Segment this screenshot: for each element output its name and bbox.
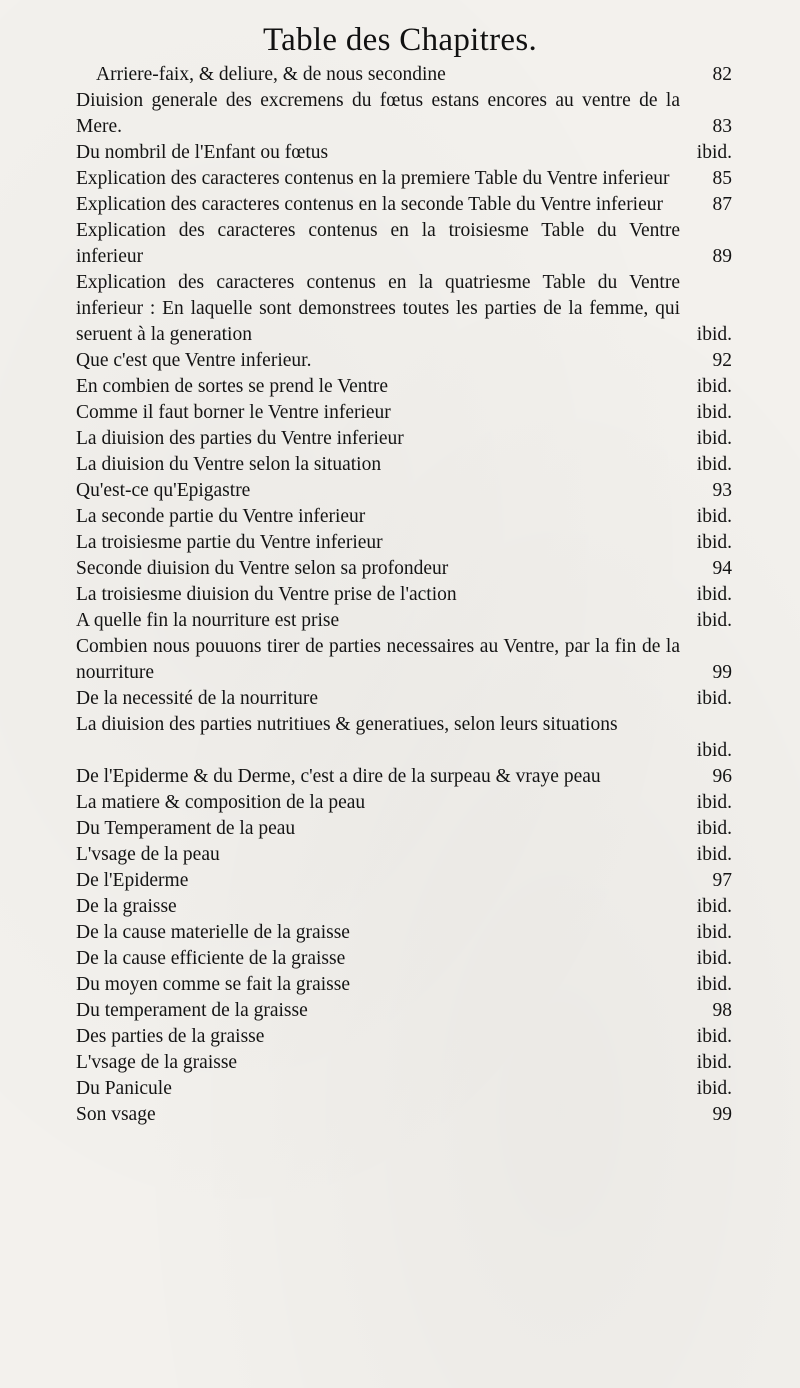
toc-entry-page: 99 bbox=[712, 1104, 732, 1125]
toc-entry-title: La diuision des parties nutritiues & generatiues, selon leurs situations bbox=[76, 714, 618, 735]
toc-entry bbox=[76, 946, 732, 972]
toc-entry bbox=[76, 62, 732, 88]
toc-entry bbox=[76, 348, 732, 374]
toc-entry bbox=[76, 140, 732, 166]
toc-entry-page: 89 bbox=[712, 246, 732, 267]
toc-entry bbox=[76, 530, 732, 556]
toc-entry bbox=[76, 816, 732, 842]
toc-entry bbox=[76, 166, 732, 192]
toc-entry bbox=[76, 608, 732, 634]
toc-entry-title: Arriere-faix, & deliure, & de nous secondine bbox=[96, 64, 446, 85]
page-header: Table des Chapitres. bbox=[262, 22, 538, 58]
toc-entry-page: ibid. bbox=[696, 142, 732, 163]
toc-entry bbox=[76, 452, 732, 478]
toc-entry-page: ibid. bbox=[696, 376, 732, 397]
toc-entry-title: De la cause materielle de la graisse bbox=[76, 922, 350, 943]
toc-entry bbox=[76, 998, 732, 1024]
toc-entry bbox=[76, 634, 732, 686]
toc-entry bbox=[76, 972, 732, 998]
toc-entry-title: Diuision generale des excremens du fœtus estans encores au ventre de la Mere. bbox=[76, 90, 680, 137]
toc-entry-title: Explication des caracteres contenus en la quatriesme Table du Ventre inferieur : En laquelle sont demonstrees toutes les parties de la femme, qui seruent à la generation bbox=[76, 272, 680, 345]
toc-entry-title: L'vsage de la peau bbox=[76, 844, 220, 865]
toc-entry bbox=[76, 374, 732, 400]
toc-entry-title: Que c'est que Ventre inferieur. bbox=[76, 350, 312, 371]
toc-entry-title: Du Panicule bbox=[76, 1078, 172, 1099]
toc-entry-title: La diuision du Ventre selon la situation bbox=[76, 454, 382, 475]
toc-entry-title: La seconde partie du Ventre inferieur bbox=[76, 506, 366, 527]
table-of-contents bbox=[76, 62, 732, 1128]
toc-entry bbox=[76, 478, 732, 504]
toc-entry-title: De l'Epiderme bbox=[76, 870, 189, 891]
toc-entry bbox=[76, 192, 732, 218]
toc-entry bbox=[76, 894, 732, 920]
toc-entry bbox=[76, 1050, 732, 1076]
toc-entry-page: 98 bbox=[712, 1000, 732, 1021]
toc-entry-page: 82 bbox=[712, 64, 732, 85]
toc-entry bbox=[76, 582, 732, 608]
toc-entry bbox=[76, 504, 732, 530]
toc-entry-page: ibid. bbox=[696, 610, 732, 631]
toc-entry bbox=[76, 842, 732, 868]
toc-entry-page: 97 bbox=[712, 870, 732, 891]
toc-entry-page: 83 bbox=[712, 116, 732, 137]
toc-entry-page: ibid. bbox=[696, 1026, 732, 1047]
toc-entry-page: 93 bbox=[712, 480, 732, 501]
toc-entry bbox=[76, 1102, 732, 1128]
toc-entry-title: Explication des caracteres contenus en la troisiesme Table du Ventre inferieur bbox=[76, 220, 680, 267]
toc-entry bbox=[76, 270, 732, 348]
toc-entry-page: 85 bbox=[712, 168, 732, 189]
toc-entry-title: De la necessité de la nourriture bbox=[76, 688, 319, 709]
toc-entry-title: Des parties de la graisse bbox=[76, 1026, 265, 1047]
toc-entry bbox=[76, 88, 732, 140]
toc-entry-page: 92 bbox=[712, 350, 732, 371]
toc-entry bbox=[76, 426, 732, 452]
toc-entry-page: 99 bbox=[712, 662, 732, 683]
toc-entry-page: ibid. bbox=[696, 974, 732, 995]
toc-entry-title: Son vsage bbox=[76, 1104, 156, 1125]
toc-entry-title: En combien de sortes se prend le Ventre bbox=[76, 376, 389, 397]
toc-entry-page: 94 bbox=[712, 558, 732, 579]
toc-entry-page: ibid. bbox=[696, 740, 732, 761]
toc-entry-page: ibid. bbox=[696, 792, 732, 813]
toc-entry-title: Du moyen comme se fait la graisse bbox=[76, 974, 350, 995]
toc-entry-title: Comme il faut borner le Ventre inferieur bbox=[76, 402, 391, 423]
toc-entry bbox=[76, 1076, 732, 1102]
toc-entry-title: De l'Epiderme & du Derme, c'est a dire de la surpeau & vraye peau bbox=[76, 766, 601, 787]
toc-entry-title: Combien nous pouuons tirer de parties necessaires au Ventre, par la fin de la nourriture bbox=[76, 636, 680, 683]
toc-entry-page: ibid. bbox=[696, 454, 732, 475]
toc-entry-title: La matiere & composition de la peau bbox=[76, 792, 366, 813]
toc-entry-page: ibid. bbox=[696, 844, 732, 865]
toc-entry bbox=[76, 764, 732, 790]
toc-entry bbox=[76, 1024, 732, 1050]
toc-entry-page: ibid. bbox=[696, 896, 732, 917]
toc-entry-title: Du nombril de l'Enfant ou fœtus bbox=[76, 142, 329, 163]
toc-entry-title: Explication des caracteres contenus en la seconde Table du Ventre inferieur bbox=[76, 194, 663, 215]
toc-entry-title: La troisiesme diuision du Ventre prise de l'action bbox=[76, 584, 457, 605]
toc-entry-title: Explication des caracteres contenus en la premiere Table du Ventre inferieur bbox=[76, 168, 670, 189]
toc-entry-page: ibid. bbox=[696, 324, 732, 345]
toc-entry-page: ibid. bbox=[696, 1078, 732, 1099]
toc-entry bbox=[76, 218, 732, 270]
toc-entry-page: ibid. bbox=[696, 402, 732, 423]
toc-entry-page: ibid. bbox=[696, 688, 732, 709]
toc-entry-title: De la cause efficiente de la graisse bbox=[76, 948, 346, 969]
toc-entry bbox=[76, 556, 732, 582]
toc-entry-page: ibid. bbox=[696, 922, 732, 943]
toc-entry-title: Du Temperament de la peau bbox=[76, 818, 296, 839]
toc-entry-title: Qu'est-ce qu'Epigastre bbox=[76, 480, 251, 501]
toc-entry-title: La troisiesme partie du Ventre inferieur bbox=[76, 532, 383, 553]
toc-entry-title: Du temperament de la graisse bbox=[76, 1000, 308, 1021]
toc-entry-page: ibid. bbox=[696, 428, 732, 449]
toc-entry-page: ibid. bbox=[696, 948, 732, 969]
toc-entry-page: ibid. bbox=[696, 818, 732, 839]
toc-entry-title: A quelle fin la nourriture est prise bbox=[76, 610, 340, 631]
toc-entry-title: La diuision des parties du Ventre inferieur bbox=[76, 428, 404, 449]
toc-entry bbox=[76, 712, 732, 764]
toc-entry-page: 87 bbox=[712, 194, 732, 215]
toc-entry bbox=[76, 868, 732, 894]
toc-entry-page: ibid. bbox=[696, 584, 732, 605]
toc-entry bbox=[76, 790, 732, 816]
toc-entry-title: De la graisse bbox=[76, 896, 177, 917]
toc-entry bbox=[76, 920, 732, 946]
toc-entry-page: ibid. bbox=[696, 532, 732, 553]
toc-entry-title: Seconde diuision du Ventre selon sa profondeur bbox=[76, 558, 449, 579]
toc-entry-page: ibid. bbox=[696, 1052, 732, 1073]
toc-entry bbox=[76, 400, 732, 426]
toc-entry bbox=[76, 686, 732, 712]
toc-entry-page: ibid. bbox=[696, 506, 732, 527]
toc-entry-page: 96 bbox=[712, 766, 732, 787]
toc-entry-title: L'vsage de la graisse bbox=[76, 1052, 238, 1073]
